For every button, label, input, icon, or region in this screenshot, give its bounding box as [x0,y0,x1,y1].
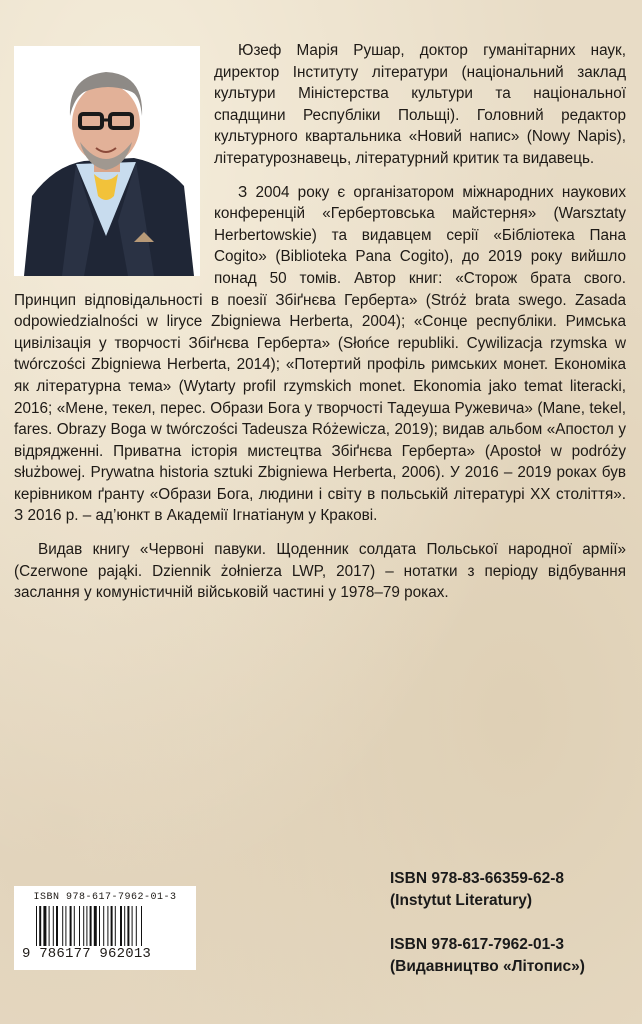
barcode-digits: 9 786177 962013 [22,946,152,962]
isbn-line-1: ISBN 978-83-66359-62-8 [390,870,565,887]
isbn-line-2: ISBN 978-617-7962-01-3 [390,936,565,953]
isbn-publisher-2: (Видавництво «Літопис») [390,958,585,975]
bio-paragraph-1: Юзеф Марія Рушар, доктор гуманітарних наук, директор Інституту літератури (національний заклад культури Міністерства культури та національної спадщини Республіки Польщі). Головний редактор культурного квартальника «Новий напис» (Nowy Napis), літературознавець, літературний критик та видавець. [214,42,626,167]
biography-text [14,40,626,616]
isbn-publisher-1: (Instytut Literatury) [390,892,533,909]
barcode-isbn-text: ISBN 978-617-7962-01-3 [33,892,177,903]
isbn-block [390,868,585,978]
bio-paragraph-3: Видав книгу «Червоні павуки. Щоденник солдата Польської народної армії» (Czerwone pająki. Dziennik żołnierza LWP, 2017) – нотатки з періоду відбування заслання у комуністичній військовій частині у 1978–79 роках. [14,541,626,602]
barcode-bars [36,906,176,946]
photo-spacer [14,40,214,276]
barcode [14,886,196,970]
bio-paragraph-2: З 2004 року є організатором міжнародних наукових конференцій «Гербертовська майстерня» (Warsztaty Herbertowskie) та видавцем серії «Бібліотека Пана Cogito» (Biblioteka Pana Cogito), до 2019 року вийшло понад 50 томів. Автор книг: «Сторож брата свого. Принцип відповідальності в поезії Збіґнєва Герберта» (Stróż brata swego. Zasada odpowiedzialności w liryce Zbigniewa Herberta, 2004); «Сонце республіки. Римська цивілізація у творчості Збіґнєва Герберта» (Słońce republiki. Cywilizacja rzymska w twórczości Zbigniewa Herberta, 2014); «Потертий профіль римських монет. Економіка як літературна тема» (Wytarty profil rzymskich monet. Ekonomia jako temat literacki, 2016; «Мене, текел, перес. Образи Бога у творчості Тадеуша Ружевича» (Mane, tekel, fares. Obrazy Boga w twórczości Tadeusza Różewicza, 2019); видав альбом «Апостол у відрядженні. Приватна історія мистецтва Збіґнєва Герберта» (Apostoł w podróży służbowej. Prywatna historia sztuki Zbigniewa Herberta, 2006). У 2016 – 2019 роках був керівником ґранту «Образи Бога, людини і світу в польській літературі ХХ століття». З 2016 р. – ад’юнкт в Академії Ігнатіанум у Кракові. [14,183,626,525]
